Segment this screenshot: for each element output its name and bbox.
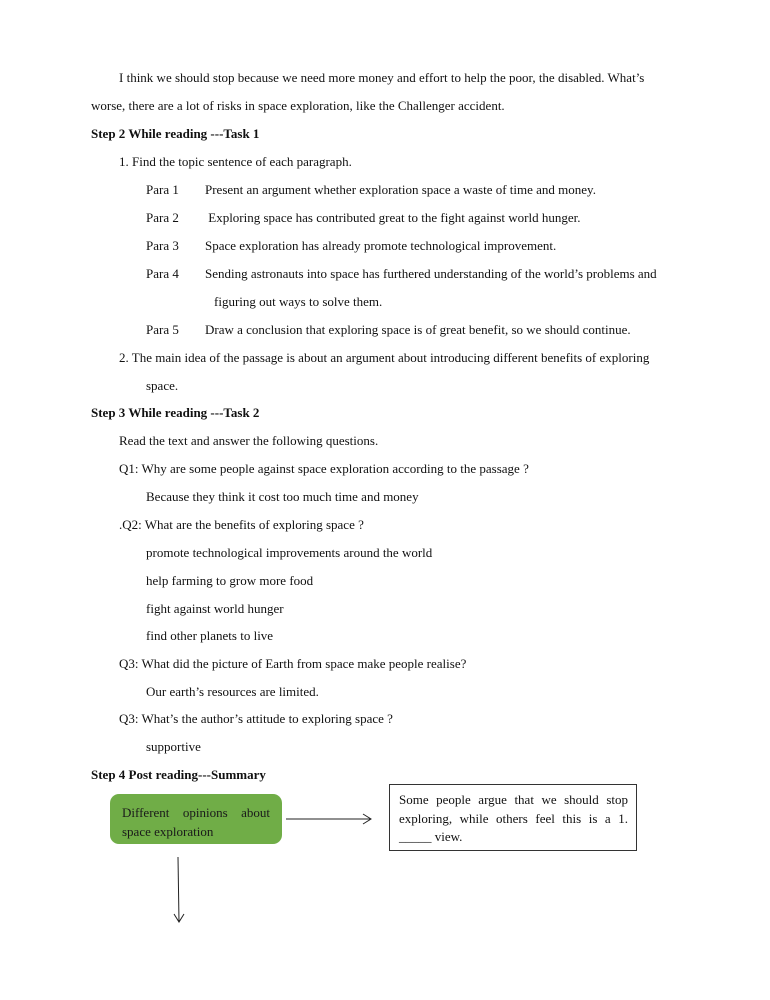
step2-heading: Step 2 While reading ---Task 1	[91, 126, 260, 141]
opinions-box: Different opinions about space exploration	[110, 794, 282, 844]
question-1: Q1: Why are some people against space exploration according to the passage ?	[119, 461, 529, 476]
answer-2-item: find other planets to live	[146, 628, 274, 643]
question-2: .Q2: What are the benefits of exploring space ?	[119, 517, 364, 532]
para-topic: Exploring space has contributed great to the fight against world hunger.	[205, 210, 581, 225]
answer-3: Our earth’s resources are limited.	[146, 684, 319, 699]
step3-heading: Step 3 While reading ---Task 2	[91, 405, 260, 420]
para-topic: Sending astronauts into space has furthered understanding of the world’s problems and	[205, 266, 657, 281]
question-3: Q3: What did the picture of Earth from space make people realise?	[119, 656, 467, 671]
para-topic: Space exploration has already promote technological improvement.	[205, 238, 557, 253]
answer-4: supportive	[146, 739, 201, 754]
summary-box: Some people argue that we should stop exploring, while others feel this is a 1. _____ view.	[389, 784, 637, 851]
answer-2-item: help farming to grow more food	[146, 573, 314, 588]
step2-question-2: 2. The main idea of the passage is about an argument about introducing different benefits of exploring	[119, 350, 650, 365]
question-4: Q3: What’s the author’s attitude to exploring space ?	[119, 711, 393, 726]
answer-2-item: promote technological improvements around the world	[146, 545, 433, 560]
step2-question-2-continued: space.	[146, 378, 179, 393]
step3-instruction: Read the text and answer the following questions.	[119, 433, 379, 448]
intro-line-2: worse, there are a lot of risks in space exploration, like the Challenger accident.	[91, 98, 505, 113]
para-label: Para 4	[146, 266, 179, 281]
answer-1: Because they think it cost too much time and money	[146, 489, 419, 504]
answer-2-item: fight against world hunger	[146, 601, 284, 616]
para-label: Para 3	[146, 238, 179, 253]
step4-heading: Step 4 Post reading---Summary	[91, 767, 266, 782]
step2-question-1: 1. Find the topic sentence of each paragraph.	[119, 154, 352, 169]
intro-line-1: I think we should stop because we need more money and effort to help the poor, the disabled. What’s	[119, 70, 645, 85]
para-topic: Draw a conclusion that exploring space is of great benefit, so we should continue.	[205, 322, 631, 337]
para-label: Para 2	[146, 210, 179, 225]
para-label: Para 1	[146, 182, 179, 197]
right-arrow-icon	[286, 814, 371, 824]
para-topic: Present an argument whether exploration space a waste of time and money.	[205, 182, 596, 197]
down-arrow-icon	[174, 857, 184, 922]
para-label: Para 5	[146, 322, 179, 337]
para-row-4-continued: figuring out ways to solve them.	[214, 294, 383, 309]
